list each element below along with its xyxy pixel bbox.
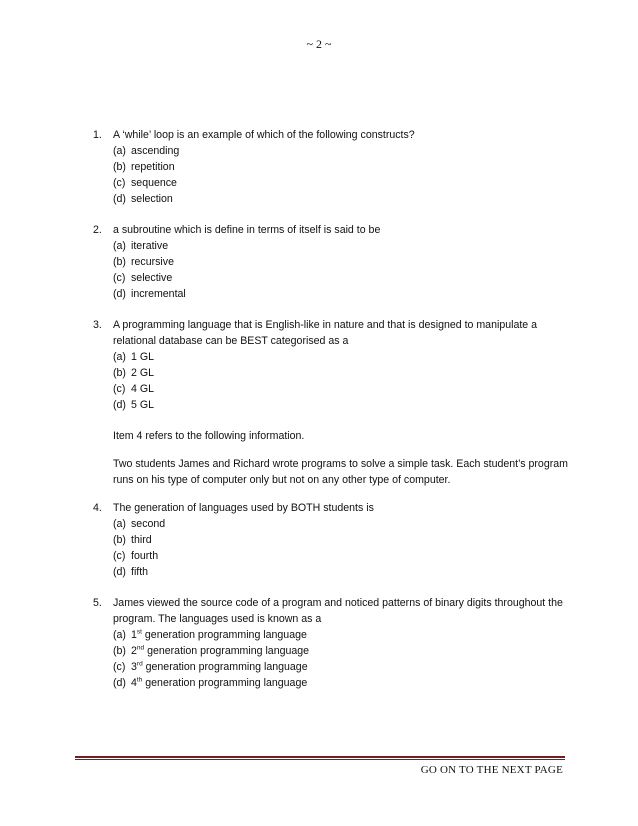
option-c <box>113 381 573 397</box>
ordinal-number: 3 <box>131 661 137 673</box>
question-text: A programming language that is English-like in nature and that is designed to manipulate a relational database can be BEST categorised as a <box>113 319 538 347</box>
question-number: 3. <box>93 319 102 331</box>
ordinal-number: 2 <box>131 645 137 657</box>
question-3 <box>93 317 573 413</box>
option-letter: (c) <box>113 550 126 562</box>
question-text: a subroutine which is define in terms of itself is said to be <box>113 224 381 236</box>
ordinal-number: 4 <box>131 677 137 689</box>
option-text-rest: generation programming language <box>144 645 310 657</box>
question-number: 4. <box>93 502 102 514</box>
option-a <box>113 627 573 643</box>
ordinal-suffix: rd <box>136 660 143 668</box>
option-text: third <box>131 534 152 546</box>
ordinal-number: 1 <box>131 629 137 641</box>
option-b <box>113 159 573 175</box>
option-text: sequence <box>131 177 177 189</box>
footer-divider-thin <box>75 759 565 760</box>
option-letter: (b) <box>113 161 126 173</box>
question-2 <box>93 222 573 302</box>
option-d <box>113 675 573 691</box>
option-text: repetition <box>131 161 175 173</box>
option-letter: (c) <box>113 177 126 189</box>
option-letter: (a) <box>113 351 126 363</box>
question-text: James viewed the source code of a program and noticed patterns of binary digits throughout the program. The languages used is known as a <box>113 597 563 625</box>
option-text <box>131 627 307 643</box>
option-letter: (b) <box>113 534 126 546</box>
option-letter: (c) <box>113 661 126 673</box>
ordinal-suffix: th <box>136 676 143 684</box>
option-a <box>113 238 573 254</box>
question-5 <box>93 595 573 691</box>
option-c <box>113 270 573 286</box>
option-c <box>113 659 573 675</box>
footer-divider <box>75 756 565 758</box>
option-text: 2 GL <box>131 367 154 379</box>
question-1 <box>93 127 573 207</box>
option-letter: (a) <box>113 629 126 641</box>
option-d <box>113 564 573 580</box>
info-intro: Item 4 refers to the following information. <box>113 430 305 442</box>
option-text: 4 GL <box>131 383 154 395</box>
option-b <box>113 532 573 548</box>
option-text: iterative <box>131 240 169 252</box>
question-4 <box>93 500 573 580</box>
option-a <box>113 349 573 365</box>
question-number: 2. <box>93 224 102 236</box>
option-letter: (b) <box>113 645 126 657</box>
question-text: The generation of languages used by BOTH students is <box>113 502 374 514</box>
option-text: 1 GL <box>131 351 154 363</box>
footer-next-page-label: GO ON TO THE NEXT PAGE <box>420 764 563 776</box>
ordinal-suffix: st <box>136 628 142 636</box>
option-d <box>113 191 573 207</box>
option-c <box>113 548 573 564</box>
question-number: 1. <box>93 129 102 141</box>
option-letter: (d) <box>113 193 126 205</box>
option-letter: (c) <box>113 272 126 284</box>
option-text: incremental <box>131 288 186 300</box>
option-text <box>131 659 308 675</box>
option-text-rest: generation programming language <box>141 629 307 641</box>
question-list <box>93 127 573 706</box>
question-number: 5. <box>93 597 102 609</box>
option-b <box>113 254 573 270</box>
option-b <box>113 365 573 381</box>
option-letter: (a) <box>113 145 126 157</box>
option-text: fourth <box>131 550 159 562</box>
option-letter: (d) <box>113 288 126 300</box>
option-text <box>131 675 307 691</box>
option-text: 5 GL <box>131 399 154 411</box>
option-text: second <box>131 518 166 530</box>
question-text: A ‘while’ loop is an example of which of the following constructs? <box>113 129 415 141</box>
option-a <box>113 143 573 159</box>
page-number: ~ 2 ~ <box>306 37 332 51</box>
option-letter: (a) <box>113 240 126 252</box>
option-letter: (a) <box>113 518 126 530</box>
option-letter: (d) <box>113 677 126 689</box>
option-b <box>113 643 573 659</box>
option-text <box>131 643 309 659</box>
option-text: fifth <box>131 566 149 578</box>
option-text-rest: generation programming language <box>142 661 308 673</box>
option-letter: (d) <box>113 566 126 578</box>
option-text-rest: generation programming language <box>142 677 308 689</box>
option-text: selection <box>131 193 173 205</box>
option-text: selective <box>131 272 173 284</box>
option-d <box>113 286 573 302</box>
info-passage: Two students James and Richard wrote programs to solve a simple task. Each student’s program runs on his type of computer only but not on any other type of computer. <box>113 458 568 486</box>
option-letter: (c) <box>113 383 126 395</box>
option-letter: (b) <box>113 367 126 379</box>
option-c <box>113 175 573 191</box>
option-d <box>113 397 573 413</box>
option-letter: (b) <box>113 256 126 268</box>
option-a <box>113 516 573 532</box>
option-text: ascending <box>131 145 180 157</box>
option-letter: (d) <box>113 399 126 411</box>
option-text: recursive <box>131 256 174 268</box>
ordinal-suffix: nd <box>136 644 145 652</box>
